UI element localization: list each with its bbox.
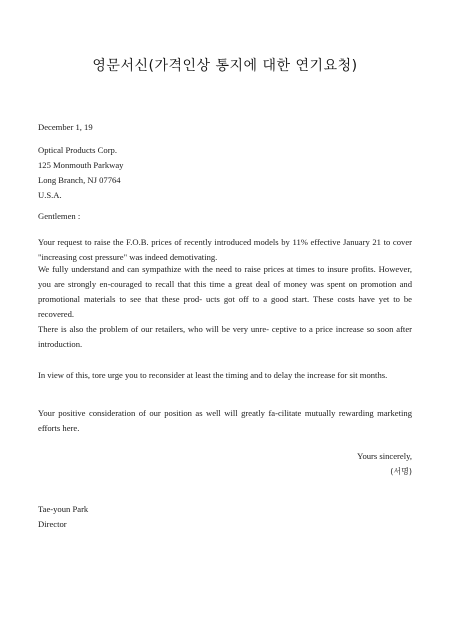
signature-mark: (서명) <box>390 467 412 476</box>
paragraph-reconsider: In view of this, tore urge you to reconsider at least the timing and to delay the increase for sit months. <box>38 370 388 380</box>
signer-name: Tae-youn Park <box>38 504 89 514</box>
document-title: 영문서신(가격인상 통지에 대한 연기요청) <box>92 58 358 74</box>
recipient-address <box>38 143 412 203</box>
paragraph-consideration: Your positive consideration of our position as well will greatly fa-cilitate mutually rewarding marketing efforts here. <box>38 408 412 433</box>
paragraph-costs: We fully understand and can sympathize with the need to raise prices at times to insure profits. However, you are strongly en-couraged to recall that this time a great deal of money was spent on promotion and promotional materials to see that these prod- ucts got off to a good start. These costs have yet to be recovered. <box>38 264 412 319</box>
signer-title: Director <box>38 519 67 529</box>
closing-text: Yours sincerely, <box>357 451 412 461</box>
paragraph-request: Your request to raise the F.O.B. prices of recently introduced models by 11% effective January 21 to cover "increasing cost pressure" was indeed demotivating. <box>38 237 412 262</box>
recipient-city: Long Branch, NJ 07764 <box>38 175 121 185</box>
recipient-country: U.S.A. <box>38 190 62 200</box>
recipient-company: Optical Products Corp. <box>38 145 118 155</box>
salutation: Gentlemen : <box>38 211 81 221</box>
paragraph-group-costs <box>38 247 412 352</box>
recipient-street: 125 Monmouth Parkway <box>38 160 124 170</box>
paragraph-retailers: There is also the problem of our retailers, who will be very unre- ceptive to a price increase so soon after introduction. <box>38 324 412 349</box>
signer-block <box>38 502 412 532</box>
letter-date: December 1, 19 <box>38 122 93 132</box>
closing-block <box>357 449 412 479</box>
